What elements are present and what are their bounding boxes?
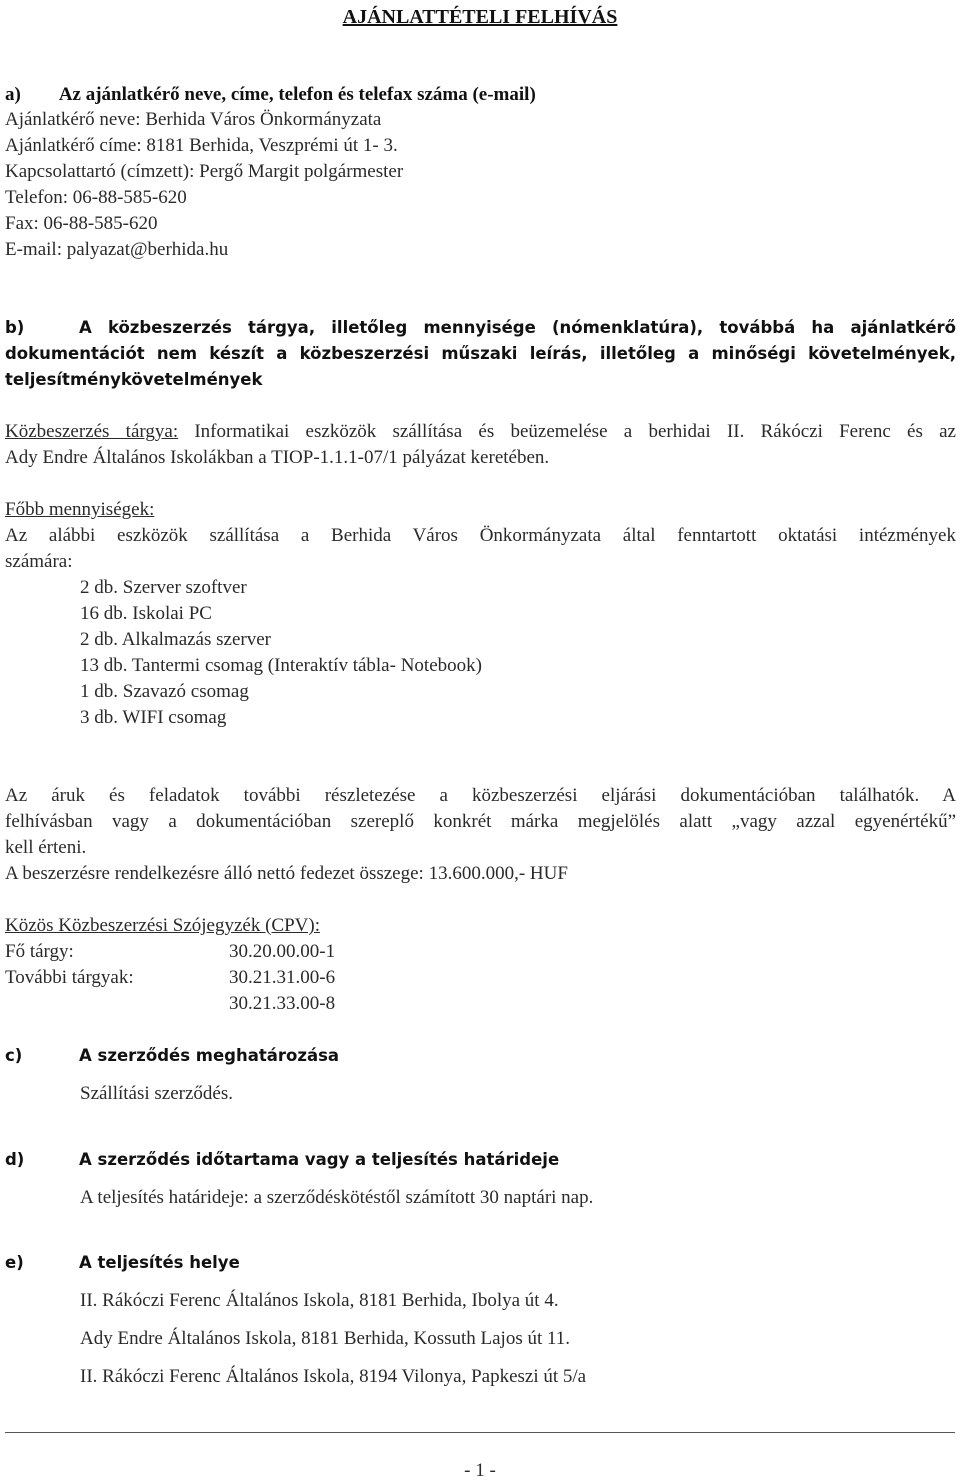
- cpv-other: További tárgyak: 30.21.31.00-6: [5, 967, 336, 988]
- section-e-heading: e) A teljesítés helye: [5, 1253, 240, 1272]
- details-line1: Az áruk és feladatok további részletezése a közbeszerzési eljárási dokumentációban találhatók. A: [5, 785, 956, 806]
- details-line3: kell érteni.: [5, 837, 87, 858]
- quantities-line1: Az alábbi eszközök szállítása a Berhida Város Önkormányzata által fenntartott oktatási intézmények: [5, 525, 956, 546]
- requester-address: Ajánlatkérő címe: 8181 Berhida, Veszprémi út 1- 3.: [5, 135, 398, 156]
- section-b-label: b): [5, 318, 25, 337]
- quantities-label: Főbb mennyiségek:: [5, 499, 155, 520]
- email: E-mail: palyazat@berhida.hu: [5, 239, 229, 260]
- footer-divider: [5, 1432, 955, 1433]
- section-b-heading-line2: dokumentációt nem készít a közbeszerzési műszaki leírás, illetőleg a minőségi követelmények,: [5, 344, 956, 363]
- section-d-heading: d) A szerződés időtartama vagy a teljesítés határideje: [5, 1150, 560, 1169]
- cpv-label: Közös Közbeszerzési Szójegyzék (CPV):: [5, 915, 320, 936]
- document-title: AJÁNLATTÉTELI FELHÍVÁS: [342, 6, 618, 28]
- requester-name: Ajánlatkérő neve: Berhida Város Önkormányzata: [5, 109, 382, 130]
- cpv-main: Fő tárgy: 30.20.00.00-1: [5, 941, 336, 962]
- section-b-heading-line1: b) A közbeszerzés tárgya, illetőleg mennyisége (nómenklatúra), továbbá ha ajánlatkérő: [5, 318, 956, 337]
- section-d-text: A teljesítés határideje: a szerződéskötéstől számított 30 naptári nap.: [80, 1187, 594, 1208]
- budget: A beszerzésre rendelkezésre álló nettó fedezet összege: 13.600.000,- HUF: [5, 863, 568, 884]
- list-item: 16 db. Iskolai PC: [80, 603, 212, 624]
- section-a-heading: a) Az ajánlatkérő neve, címe, telefon és telefax száma (e-mail): [5, 84, 536, 105]
- place-item: II. Rákóczi Ferenc Általános Iskola, 8181 Berhida, Ibolya út 4.: [80, 1290, 559, 1311]
- list-item: 13 db. Tantermi csomag (Interaktív tábla- Notebook): [80, 655, 482, 676]
- subject-line2: Ady Endre Általános Iskolákban a TIOP-1.1.1-07/1 pályázat keretében.: [5, 447, 550, 468]
- list-item: 1 db. Szavazó csomag: [80, 681, 249, 702]
- subject-line1: Közbeszerzés tárgya: Informatikai eszközök szállítása és beüzemelése a berhidai II. Rákóczi Ferenc és az: [5, 421, 956, 442]
- list-item: 2 db. Szerver szoftver: [80, 577, 247, 598]
- section-c-heading: c) A szerződés meghatározása: [5, 1046, 340, 1065]
- list-item: 3 db. WIFI csomag: [80, 707, 227, 728]
- fax: Fax: 06-88-585-620: [5, 213, 158, 234]
- details-line2: felhívásban vagy a dokumentációban szereplő konkrét márka megjelölés alatt „vagy azzal egyenértékű”: [5, 811, 956, 832]
- cpv-other-code2: 30.21.33.00-8: [229, 993, 336, 1014]
- contact-person: Kapcsolattartó (címzett): Pergő Margit polgármester: [5, 161, 404, 182]
- place-item: Ady Endre Általános Iskola, 8181 Berhida, Kossuth Lajos út 11.: [80, 1328, 571, 1349]
- list-item: 2 db. Alkalmazás szerver: [80, 629, 271, 650]
- page-number: - 1 -: [464, 1460, 496, 1481]
- section-b-heading-line3: teljesítménykövetelmények: [5, 370, 263, 389]
- place-item: II. Rákóczi Ferenc Általános Iskola, 8194 Vilonya, Papkeszi út 5/a: [80, 1366, 587, 1387]
- quantities-line2: számára:: [5, 551, 73, 572]
- section-c-text: Szállítási szerződés.: [80, 1083, 234, 1104]
- phone: Telefon: 06-88-585-620: [5, 187, 187, 208]
- subject-label: Közbeszerzés tárgya:: [5, 421, 179, 442]
